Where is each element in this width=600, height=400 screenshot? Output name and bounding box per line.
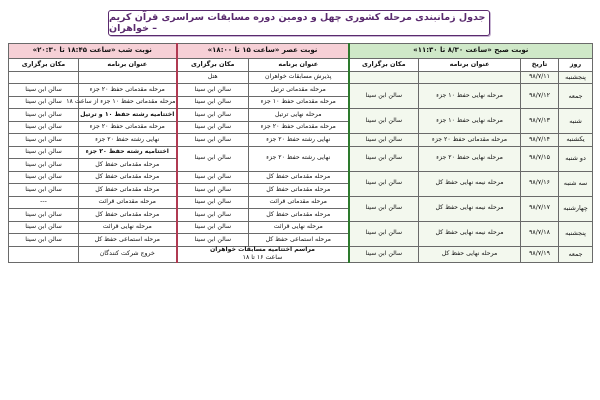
schedule-table <box>8 43 593 263</box>
night-venue-cell <box>9 246 79 262</box>
morning-program-cell: مرحله نیمه نهایی حفظ کل <box>419 171 521 196</box>
morning-program-cell: مرحله نهایی حفظ ۲۰ جزء <box>419 146 521 171</box>
morning-program-cell: مرحله نیمه نهایی حفظ کل <box>419 196 521 221</box>
afternoon-program-cell: مرحله نهایی قرائت <box>249 221 349 234</box>
closing-ceremony-title: مراسم اختتامیه مسابقات خواهران <box>209 245 316 253</box>
afternoon-venue-cell: هتل <box>177 71 249 84</box>
night-venue-cell: سالن ابن سینا <box>9 121 79 134</box>
morning-program-cell: مرحله نهایی حفظ ۱۰ جزء <box>419 84 521 109</box>
date-cell: ۹۸/۷/۱۸ <box>521 221 559 246</box>
night-venue-cell: سالن ابن سینا <box>9 84 79 97</box>
day-cell: شنبه <box>559 109 593 134</box>
table-row <box>9 109 593 122</box>
date-cell: ۹۸/۷/۱۹ <box>521 246 559 262</box>
morning-program-cell: مرحله مقدماتی حفظ ۲۰ جزء <box>419 134 521 147</box>
night-program-cell: مرحله مقدماتی حفظ ۲۰ جزء <box>79 84 177 97</box>
night-venue-cell: سالن ابن سینا <box>9 171 79 184</box>
afternoon-venue-cell: سالن ابن سینا <box>177 109 249 122</box>
afternoon-venue-cell: سالن ابن سینا <box>177 146 249 171</box>
date-cell: ۹۸/۷/۱۲ <box>521 84 559 109</box>
night-venue-cell: سالن ابن سینا <box>9 96 79 109</box>
night-venue-cell: سالن ابن سینا <box>9 184 79 197</box>
afternoon-program-cell: مرحله مقدماتی حفظ ۲۰ جزء <box>249 121 349 134</box>
night-venue-cell: سالن ابن سینا <box>9 221 79 234</box>
night-program-cell: مرحله مقدماتی حفظ ۲۰ جزء <box>79 121 177 134</box>
afternoon-venue-cell: سالن ابن سینا <box>177 96 249 109</box>
night-venue-cell: سالن ابن سینا <box>9 109 79 122</box>
morning-venue-cell: سالن ابن سینا <box>349 171 419 196</box>
day-cell: جمعه <box>559 84 593 109</box>
afternoon-venue-cell: سالن ابن سینا <box>177 84 249 97</box>
afternoon-program-cell: مرحله نهایی ترتیل <box>249 109 349 122</box>
date-cell: ۹۸/۷/۱۷ <box>521 196 559 221</box>
morning-venue-cell: سالن ابن سینا <box>349 221 419 246</box>
afternoon-venue-cell: سالن ابن سینا <box>177 209 249 222</box>
afternoon-program-cell: مرحله مقدماتی ترتیل <box>249 84 349 97</box>
night-venue-cell: سالن ابن سینا <box>9 146 79 159</box>
col-header-afternoon-venue: مکان برگزاری <box>177 59 249 72</box>
night-program-cell: نهایی رشته حفظ ۲۰ جزء <box>79 134 177 147</box>
date-cell: ۹۸/۷/۱۴ <box>521 134 559 147</box>
morning-venue-cell: سالن ابن سینا <box>349 146 419 171</box>
night-program-cell <box>79 71 177 84</box>
afternoon-program-cell: پذیرش مسابقات خواهران <box>249 71 349 84</box>
closing-ceremony-time: ساعت ۱۶ تا ۱۸ <box>242 254 283 261</box>
afternoon-program-cell: مرحله مقدماتی قرائت <box>249 196 349 209</box>
afternoon-venue-cell: سالن ابن سینا <box>177 221 249 234</box>
morning-program-cell: مرحله نیمه نهایی حفظ کل <box>419 221 521 246</box>
day-cell: جمعه <box>559 246 593 262</box>
col-header-morning-venue: مکان برگزاری <box>349 59 419 72</box>
afternoon-program-cell: مرحله مقدماتی حفظ ۱۰ جزء <box>249 96 349 109</box>
night-venue-cell: سالن ابن سینا <box>9 134 79 147</box>
morning-venue-cell: سالن ابن سینا <box>349 246 419 262</box>
night-program-cell: مرحله مقدماتی حفظ کل <box>79 209 177 222</box>
night-venue-cell: سالن ابن سینا <box>9 209 79 222</box>
day-cell: یکشنبه <box>559 134 593 147</box>
page-title: جدول زمانبندی مرحله کشوری چهل و دومین دوره مسابقات سراسری قرآن کریم – خواهران <box>108 10 490 36</box>
afternoon-program-cell: مرحله مقدماتی حفظ کل <box>249 209 349 222</box>
table-row <box>9 84 593 97</box>
day-cell: دو شنبه <box>559 146 593 171</box>
night-program-cell: مرحله مقدماتی حفظ کل <box>79 159 177 172</box>
afternoon-venue-cell: سالن ابن سینا <box>177 234 249 247</box>
shift-header-afternoon: نوبت عصر «ساعت ۱۵ تا ۱۸:۰۰» <box>177 44 349 59</box>
closing-ceremony-cell <box>177 246 349 262</box>
table-row <box>9 171 593 184</box>
table-row <box>9 196 593 209</box>
date-cell: ۹۸/۷/۱۳ <box>521 109 559 134</box>
morning-program-cell <box>419 71 521 84</box>
col-header-day: روز <box>559 59 593 72</box>
afternoon-program-cell: نهایی رشته حفظ ۲۰ جزء <box>249 146 349 171</box>
night-program-cell: خروج شرکت کنندگان <box>79 246 177 262</box>
night-venue-cell: سالن ابن سینا <box>9 234 79 247</box>
night-venue-cell: --- <box>9 196 79 209</box>
morning-program-cell: مرحله نهایی حفظ کل <box>419 246 521 262</box>
afternoon-program-cell: مرحله مقدماتی حفظ کل <box>249 171 349 184</box>
night-program-cell: مرحله مقدماتی حفظ کل <box>79 171 177 184</box>
morning-venue-cell: سالن ابن سینا <box>349 84 419 109</box>
afternoon-venue-cell: سالن ابن سینا <box>177 196 249 209</box>
night-program-cell: مرحله نهایی قرائت <box>79 221 177 234</box>
afternoon-program-cell: مرحله مقدماتی حفظ کل <box>249 184 349 197</box>
morning-program-cell: مرحله نهایی حفظ ۱۰ جزء <box>419 109 521 134</box>
col-header-night-program: عنوان برنامه <box>79 59 177 72</box>
morning-venue-cell: سالن ابن سینا <box>349 196 419 221</box>
afternoon-program-cell: نهایی رشته حفظ ۲۰ جزء <box>249 134 349 147</box>
day-cell: پنجشنبه <box>559 221 593 246</box>
night-venue-cell <box>9 71 79 84</box>
day-cell: پنجشنبه <box>559 71 593 84</box>
col-header-date: تاریخ <box>521 59 559 72</box>
date-cell: ۹۸/۷/۱۶ <box>521 171 559 196</box>
afternoon-venue-cell: سالن ابن سینا <box>177 184 249 197</box>
date-cell: ۹۸/۷/۱۵ <box>521 146 559 171</box>
night-venue-cell: سالن ابن سینا <box>9 159 79 172</box>
date-cell: ۹۸/۷/۱۱ <box>521 71 559 84</box>
col-header-morning-program: عنوان برنامه <box>419 59 521 72</box>
col-header-afternoon-program: عنوان برنامه <box>249 59 349 72</box>
afternoon-venue-cell: سالن ابن سینا <box>177 171 249 184</box>
morning-venue-cell <box>349 71 419 84</box>
day-cell: سه شنبه <box>559 171 593 196</box>
col-header-night-venue: مکان برگزاری <box>9 59 79 72</box>
night-program-cell: اختتامیه رشته حفظ ۲۰ جزء <box>79 146 177 159</box>
night-program-cell: مرحله مقدماتی قرائت <box>79 196 177 209</box>
morning-venue-cell: سالن ابن سینا <box>349 134 419 147</box>
day-cell: چهارشنبه <box>559 196 593 221</box>
night-program-cell: مرحله مقدماتی حفظ ۱۰ جزء از ساعت ۱۸ <box>79 96 177 109</box>
table-row <box>9 221 593 234</box>
table-row <box>9 146 593 159</box>
afternoon-program-cell: مرحله استماعی حفظ کل <box>249 234 349 247</box>
night-program-cell: مرحله استماعی حفظ کل <box>79 234 177 247</box>
shift-header-night: نوبت شب «ساعت ۱۸:۴۵ تا ۲۰:۳۰» <box>9 44 177 59</box>
night-program-cell: مرحله مقدماتی حفظ کل <box>79 184 177 197</box>
night-program-cell: اختتامیه رشته حفظ ۱۰ و ترتیل <box>79 109 177 122</box>
afternoon-venue-cell: سالن ابن سینا <box>177 134 249 147</box>
morning-venue-cell: سالن ابن سینا <box>349 109 419 134</box>
shift-header-morning: نوبت صبح «ساعت ۸/۳۰ تا ۱۱:۳۰» <box>349 44 593 59</box>
afternoon-venue-cell: سالن ابن سینا <box>177 121 249 134</box>
